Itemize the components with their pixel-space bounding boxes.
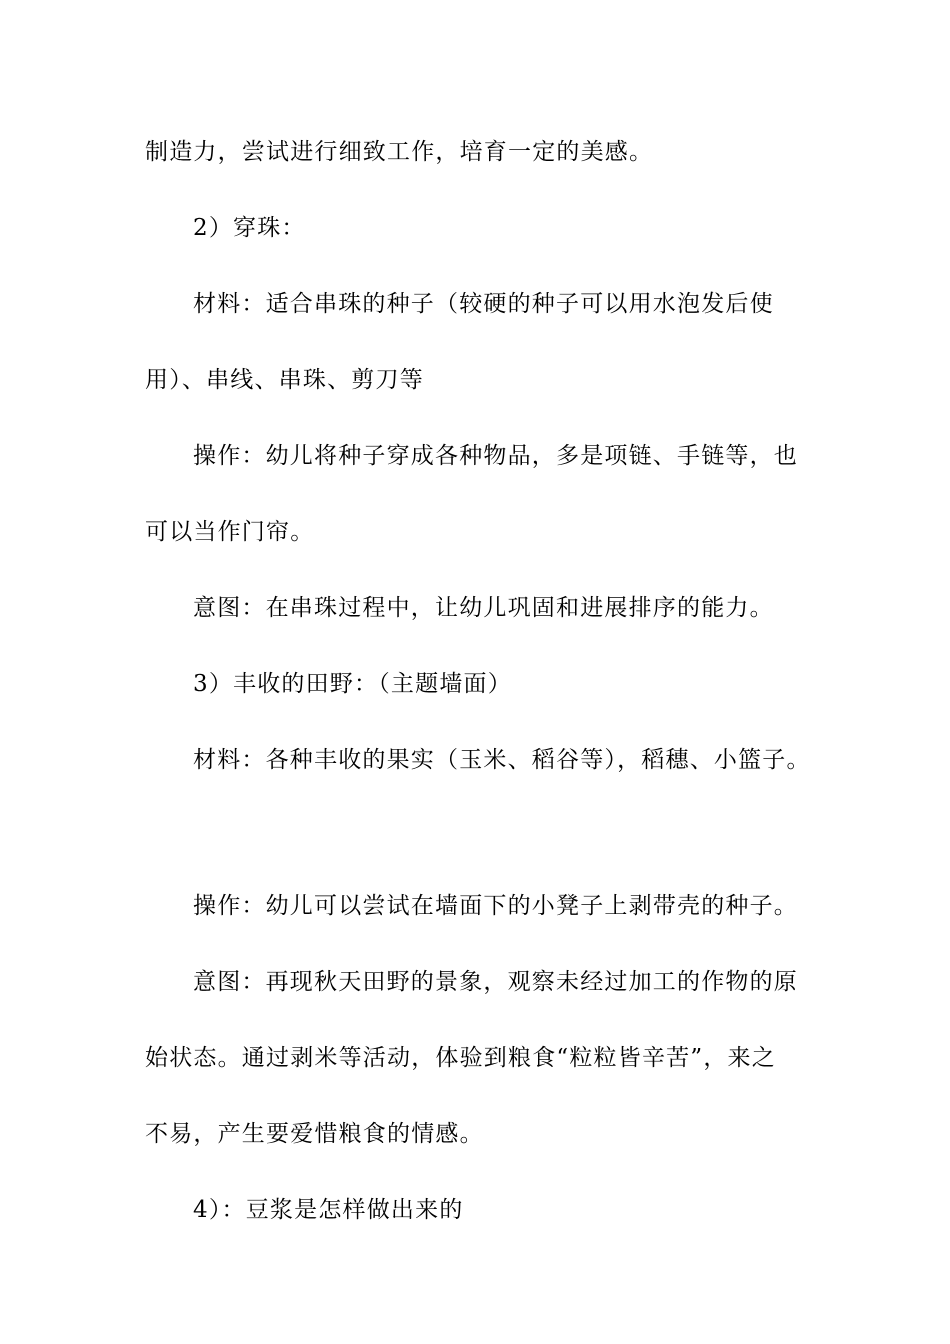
section-heading-harvest-field: 3）丰收的田野：（主题墙面） <box>193 671 512 697</box>
paragraph-line: 操作：幼儿将种子穿成各种物品，多是项链、手链等，也 <box>193 443 798 469</box>
paragraph-line: 用）、串线、串珠、剪刀等 <box>145 367 424 393</box>
paragraph-line: 制造力，尝试进行细致工作，培育一定的美感。 <box>145 139 654 165</box>
paragraph-line: 始状态。通过剥米等活动，体验到粮食“粒粒皆辛苦”，来之 <box>145 1045 776 1071</box>
section-heading-soy-milk: 4）：豆浆是怎样做出来的 <box>193 1197 464 1223</box>
paragraph-line: 意图：再现秋天田野的景象，观察未经过加工的作物的原 <box>193 969 798 995</box>
paragraph-line: 不易，产生要爱惜粮食的情感。 <box>145 1121 484 1147</box>
paragraph-line: 可以当作门帘。 <box>145 519 315 545</box>
section-heading-beading: 2）穿珠： <box>193 215 306 241</box>
paragraph-line: 操作：幼儿可以尝试在墙面下的小凳子上剥带壳的种子。 <box>193 893 798 919</box>
paragraph-line: 意图：在串珠过程中，让幼儿巩固和进展排序的能力。 <box>193 595 774 621</box>
paragraph-line: 材料：各种丰收的果实（玉米、稻谷等），稻穗、小篮子。 <box>193 747 811 773</box>
paragraph-line: 材料：适合串珠的种子（较硬的种子可以用水泡发后使 <box>193 291 774 317</box>
